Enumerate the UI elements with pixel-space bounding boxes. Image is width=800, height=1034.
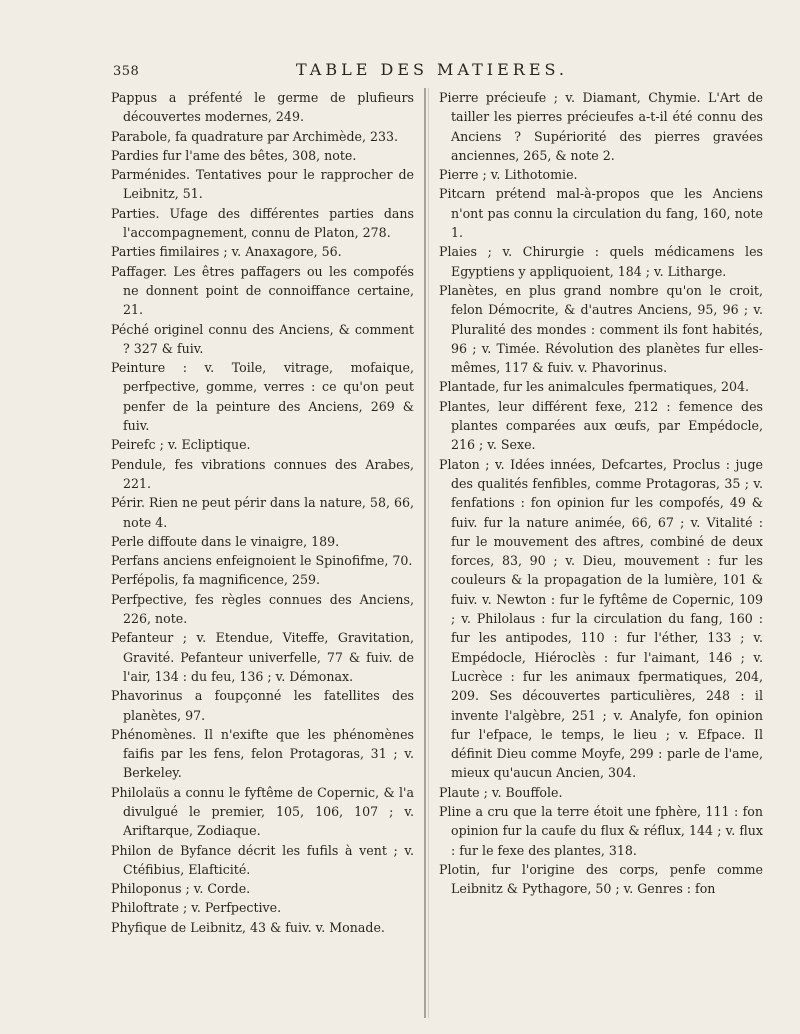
index-entry: Planètes, en plus grand nombre qu'on le croit, felon Démocrite, & d'autres Anciens, 95, 96 ; v. Pluralité des mondes : comment ils font habités, 96 ; v. Timée. Révolution des planètes fur elles-mêmes, 117 & fuiv. v. Phavorinus. xyxy=(439,282,763,376)
index-entry: Philon de Byfance décrit les fufils à vent ; v. Ctéfibius, Elafticité. xyxy=(111,842,414,877)
index-entry: Plaute ; v. Bouffole. xyxy=(439,784,563,800)
page-header xyxy=(113,58,773,82)
index-entry: Pardies fur l'ame des bêtes, 308, note. xyxy=(111,147,357,163)
index-entry: Plotin, fur l'origine des corps, penfe comme Leibnitz & Pythagore, 50 ; v. Genres : fon xyxy=(439,861,763,897)
index-entry: Philoponus ; v. Corde. xyxy=(111,881,251,897)
index-entry: Pline a cru que la terre étoit une fphère, 111 : fon opinion fur la caufe du flux & réflux, 144 ; v. flux : fur le fexe des plantes, 318. xyxy=(439,803,763,858)
index-entry: Peinture : v. Toile, vitrage, mofaique, perfpective, gomme, verres : ce qu'on peut penfer de la peinture des Anciens, 269 & fuiv. xyxy=(111,360,414,434)
index-entry: Parménides. Tentatives pour le rapprocher de Leibnitz, 51. xyxy=(111,167,414,202)
index-entry: Phénomènes. Il n'exifte que les phénomènes faifis par les fens, felon Protagoras, 31 ; v. Berkeley. xyxy=(111,726,414,781)
index-entry: Platon ; v. Idées innées, Defcartes, Proclus : juge des qualités fenfibles, comme Protagoras, 35 ; v. fenfations : fon opinion fur les compofés, 49 & fuiv. fur la nature animée, 66, 67 ; v. Vitalité : fur le mouvement des aftres, combiné de deux forces, 83, 90 ; v. Dieu, mouvement : fur les couleurs & la propagation de la lumière, 101 & fuiv. v. Newton : fur le fyftême de Copernic, 109 ; v. Philolaus : fur la circulation du fang, 160 : fur les antipodes, 110 : fur l'éther, 133 ; v. Empédocle, Hiéroclès : fur l'aimant, 146 ; v. Lucrèce : fur les animaux fpermatiques, 204, 209. Ses découvertes particulières, 248 : il invente l'algèbre, 251 ; v. Analyfe, fon opinion fur l'efpace, le temps, le lieu ; v. Efpace. Il définit Dieu comme Moyfe, 299 : parle de l'ame, mieux qu'aucun Ancien, 304. xyxy=(439,456,763,781)
index-entry: Plantade, fur les animalcules fpermatiques, 204. xyxy=(439,379,750,395)
index-column-right xyxy=(439,88,763,898)
index-entry: Paffager. Les êtres paffagers ou les compofés ne donnent point de connoiffance certaine, 21. xyxy=(111,263,414,318)
column-divider xyxy=(424,88,426,1018)
index-entry: Phyfique de Leibnitz, 43 & fuiv. v. Monade. xyxy=(111,919,385,935)
index-entry: Perfépolis, fa magnificence, 259. xyxy=(111,572,321,588)
index-entry: Plaies ; v. Chirurgie : quels médicamens les Egyptiens y appliquoient, 184 ; v. Litharge. xyxy=(439,244,763,279)
index-entry: Parties. Ufage des différentes parties dans l'accompagnement, connu de Platon, 278. xyxy=(111,205,414,241)
index-entry: Pierre ; v. Lithotomie. xyxy=(439,167,578,183)
index-entry: Philolaüs a connu le fyftême de Copernic, & l'a divulgué le premier, 105, 106, 107 ; v. Ariftarque, Zodiaque. xyxy=(111,784,414,839)
index-entry: Péché originel connu des Anciens, & comment ? 327 & fuiv. xyxy=(111,321,414,356)
running-title: TABLE DES MATIERES. xyxy=(296,60,568,79)
index-entry: Peirefc ; v. Ecliptique. xyxy=(111,437,251,453)
index-entry: Périr. Rien ne peut périr dans la nature, 58, 66, note 4. xyxy=(111,495,414,530)
index-entry: Pendule, fes vibrations connues des Arabes, 221. xyxy=(111,456,414,491)
index-entry: Phavorinus a foupçonné les fatellites des planètes, 97. xyxy=(111,688,414,723)
index-entry: Pappus a préfenté le germe de plufieurs découvertes modernes, 249. xyxy=(111,90,414,125)
index-entry: Plantes, leur différent fexe, 212 : femence des plantes comparées aux œufs, par Empédocle, 216 ; v. Sexe. xyxy=(439,398,763,453)
index-entry: Philoftrate ; v. Perfpective. xyxy=(111,900,282,916)
index-entry: Pierre précieufe ; v. Diamant, Chymie. L'Art de tailler les pierres précieufes a-t-il été connu des Anciens ? Supériorité des pierres gravées anciennes, 265, & note 2. xyxy=(439,90,763,163)
index-column-left xyxy=(111,88,414,937)
index-entry: Perle diffoute dans le vinaigre, 189. xyxy=(111,533,340,549)
index-entry: Perfpective, fes règles connues des Anciens, 226, note. xyxy=(111,591,414,627)
index-entry: Parabole, fa quadrature par Archimède, 233. xyxy=(111,128,399,144)
index-entry: Parties fimilaires ; v. Anaxagore, 56. xyxy=(111,244,342,260)
index-entry: Perfans anciens enfeignoient le Spinofifme, 70. xyxy=(111,553,413,569)
index-entry: Pefanteur ; v. Etendue, Viteffe, Gravitation, Gravité. Pefanteur univerfelle, 77 & fuiv. de l'air, 134 : du feu, 136 ; v. Démonax. xyxy=(111,630,414,684)
index-entry: Pitcarn prétend mal-à-propos que les Anciens n'ont pas connu la circulation du fang, 160, note 1. xyxy=(439,186,763,241)
column-divider-inner xyxy=(428,88,429,1018)
page-number: 358 xyxy=(113,64,140,79)
